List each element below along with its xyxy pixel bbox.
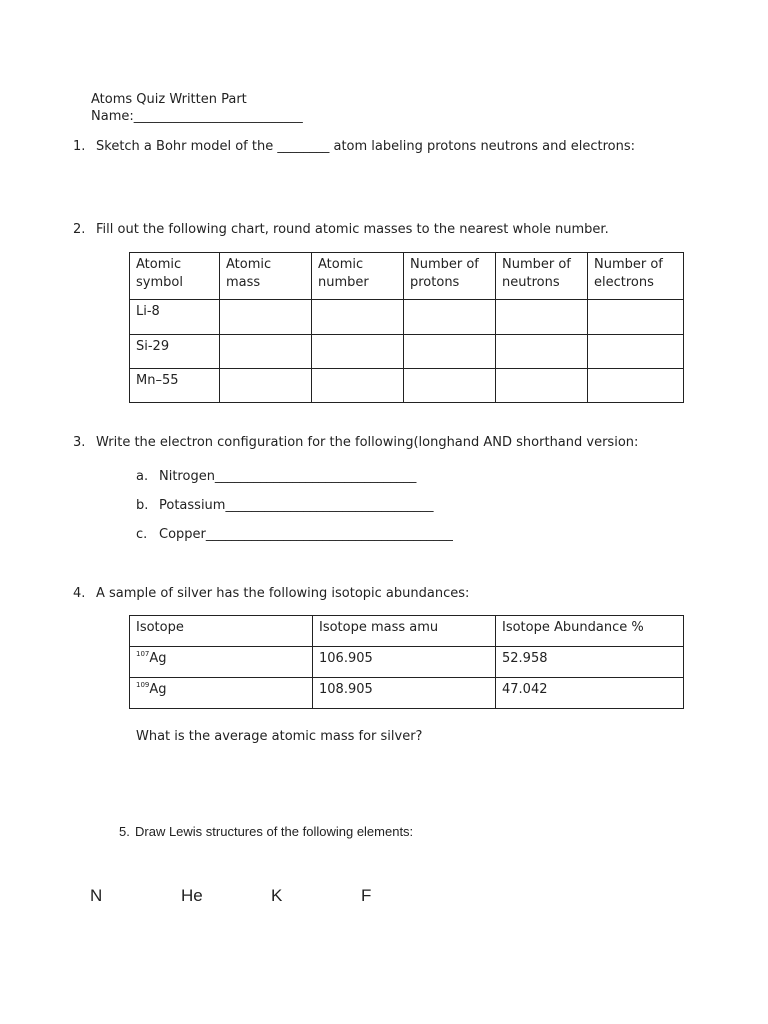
- table-row: [130, 335, 684, 369]
- header-cell-isotope: Isotope: [130, 616, 313, 647]
- sub-item-text: Potassium________________________________: [159, 498, 434, 513]
- symbol-cell: Mn–55: [130, 369, 220, 403]
- header-cell-atomic-mass: Atomic mass: [220, 253, 312, 300]
- header-cell-electrons: Number of electrons: [588, 253, 684, 300]
- answer-cell[interactable]: [404, 300, 496, 335]
- question-number: 2.: [73, 222, 86, 237]
- quiz-title: Atoms Quiz Written Part: [91, 92, 247, 107]
- answer-cell[interactable]: [220, 300, 312, 335]
- answer-cell[interactable]: [588, 335, 684, 369]
- abundance-cell: 52.958: [496, 647, 684, 678]
- header-cell-atomic-symbol: Atomic symbol: [130, 253, 220, 300]
- isotope-cell: $^{109}$Ag: [130, 678, 313, 709]
- atomic-chart-table: [129, 252, 684, 403]
- question-text: Write the electron configuration for the following(longhand AND shorthand version:: [96, 435, 639, 450]
- answer-cell[interactable]: [220, 369, 312, 403]
- header-cell-isotope-abundance: Isotope Abundance %: [496, 616, 684, 647]
- table-header-row: [130, 253, 684, 300]
- answer-cell[interactable]: [496, 335, 588, 369]
- answer-cell[interactable]: [220, 335, 312, 369]
- question-text: Draw Lewis structures of the following elements:: [135, 824, 414, 839]
- table-row: [130, 647, 684, 678]
- question-text: Fill out the following chart, round atomic masses to the nearest whole number.: [96, 222, 609, 237]
- mass-cell: 106.905: [313, 647, 496, 678]
- table-row: [130, 678, 684, 709]
- answer-cell[interactable]: [496, 300, 588, 335]
- question-number: 1.: [73, 139, 86, 154]
- lewis-element-he: He: [181, 886, 203, 905]
- question-text: A sample of silver has the following isotopic abundances:: [96, 586, 470, 601]
- answer-cell[interactable]: [312, 300, 404, 335]
- answer-cell[interactable]: [312, 369, 404, 403]
- answer-cell[interactable]: [312, 335, 404, 369]
- name-line: Name:__________________________: [91, 109, 303, 124]
- lewis-element-k: K: [271, 886, 283, 905]
- isotope-cell: $^{107}$Ag: [130, 647, 313, 678]
- answer-cell[interactable]: [404, 335, 496, 369]
- table-header-row: [130, 616, 684, 647]
- abundance-cell: 47.042: [496, 678, 684, 709]
- symbol-cell: Si-29: [130, 335, 220, 369]
- mass-cell: 108.905: [313, 678, 496, 709]
- table-row: [130, 369, 684, 403]
- header-cell-protons: Number of protons: [404, 253, 496, 300]
- question-number: 5.: [119, 824, 130, 839]
- answer-cell[interactable]: [588, 369, 684, 403]
- question-text: Sketch a Bohr model of the ________ atom labeling protons neutrons and electrons:: [96, 139, 636, 154]
- sub-item-text: Copper______________________________________: [159, 527, 453, 542]
- symbol-cell: Li-8: [130, 300, 220, 335]
- table-row: [130, 300, 684, 335]
- answer-cell[interactable]: [496, 369, 588, 403]
- sub-item-text: Nitrogen_______________________________: [159, 469, 417, 484]
- lewis-element-f: F: [361, 886, 372, 905]
- header-cell-isotope-mass: Isotope mass amu: [313, 616, 496, 647]
- answer-cell[interactable]: [404, 369, 496, 403]
- header-cell-neutrons: Number of neutrons: [496, 253, 588, 300]
- answer-cell[interactable]: [588, 300, 684, 335]
- header-cell-atomic-number: Atomic number: [312, 253, 404, 300]
- question-number: 4.: [73, 586, 86, 601]
- question-number: 3.: [73, 435, 86, 450]
- average-mass-question: What is the average atomic mass for silver?: [136, 729, 423, 744]
- lewis-element-n: N: [90, 886, 103, 905]
- isotope-table: [129, 615, 684, 709]
